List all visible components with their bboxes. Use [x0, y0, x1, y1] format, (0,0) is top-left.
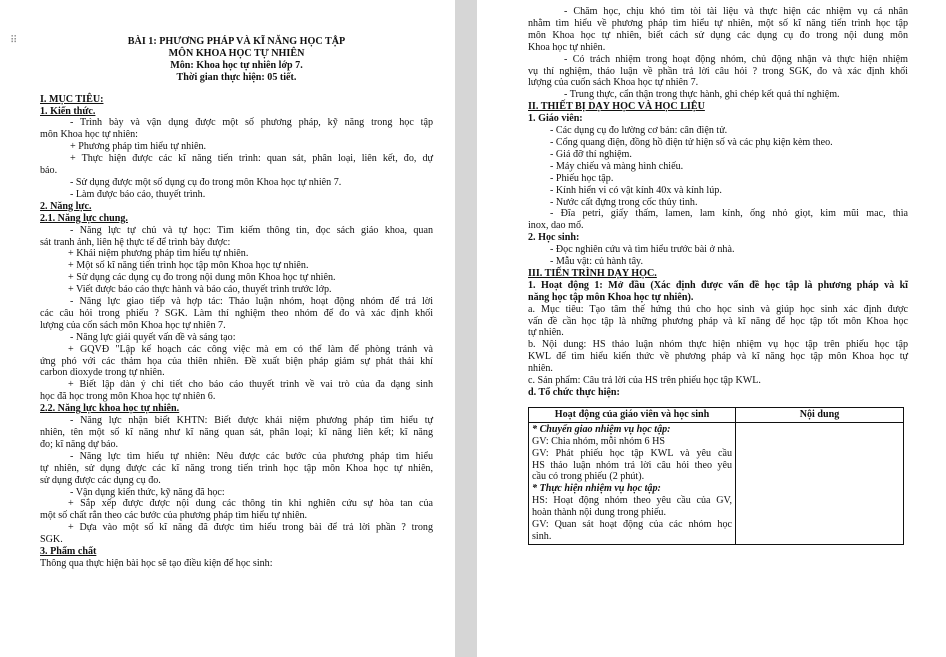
paragraph-line: tự nhiên.	[528, 327, 564, 339]
section-heading: III. TIẾN TRÌNH DẠY HỌC.	[528, 267, 657, 279]
paragraph-line: b. Nội dung: HS thảo luận nhóm thực hiện nhiệm vụ học tập trên phiếu học tập	[528, 339, 908, 351]
paragraph-line: carbon dioxyde trong tự nhiên.	[40, 367, 165, 379]
table-header-cell: Hoạt động của giáo viên và học sinh	[529, 407, 736, 422]
subsection-heading: 2. Học sinh:	[528, 232, 580, 244]
paragraph-line: - Năng lực nhận biết KHTN: Biết được khái niệm phương pháp tìm hiểu tự	[70, 415, 433, 427]
list-item: - Các dụng cụ đo lường cơ bản: cân điện tử.	[550, 125, 728, 137]
list-item: - Máy chiếu và màng hình chiếu.	[550, 160, 684, 172]
subsection-heading: 1. Giáo viên:	[528, 113, 583, 125]
paragraph-line: + Sử dụng các dụng cụ đo trong nội dung môn Khoa học tự nhiên.	[68, 272, 336, 284]
subsection-heading: 2.2. Năng lực khoa học tự nhiên.	[40, 403, 180, 415]
paragraph-line: - Năng lực giao tiếp và hợp tác: Thảo luận nhóm, hoạt động nhóm để trả lời	[70, 296, 433, 308]
paragraph-line: + Sắp xếp được được nội dung các thông tin khi nghiên cứu sự hòa tan của	[68, 498, 433, 510]
section-heading: I. MỤC TIÊU:	[40, 93, 104, 105]
subsection-heading: 2. Năng lực.	[40, 200, 92, 212]
table-line: * Thực hiện nhiệm vụ học tập:	[532, 483, 661, 495]
subsection-heading: 1. Kiến thức.	[40, 105, 96, 117]
paragraph-line: học đã học trong môn Khoa học tự nhiên 6.	[40, 391, 216, 403]
paragraph-line: + GQVĐ "Lập kế hoạch các công việc mà em có thể làm để phòng tránh và	[68, 343, 433, 355]
table-line: GV: Phát phiếu học tập KWL và yêu cầu	[532, 447, 732, 459]
paragraph-line: d. Tổ chức thực hiện:	[528, 387, 620, 398]
paragraph-line: KWL để tìm hiểu kiến thức về phương pháp và kĩ năng học tập môn Khoa học tự	[528, 351, 908, 363]
paragraph-line: a. Mục tiêu: Tạo tâm thế hứng thú cho học sinh và giúp học sinh xác định được	[528, 303, 908, 315]
table-line: hoàn thành nội dung trong phiếu.	[532, 507, 667, 519]
table-row	[529, 422, 904, 544]
table-line: * Chuyển giao nhiệm vụ học tập:	[532, 423, 671, 435]
list-item: - Giá đỡ thí nghiệm.	[550, 148, 632, 160]
activity-table	[528, 407, 904, 545]
table-line: cầu có trong phiếu (2 phút).	[532, 471, 645, 483]
table-line: HS: Hoạt động nhóm theo yêu cầu của GV,	[532, 495, 732, 507]
paragraph-line: - Trung thực, cẩn thận trong thực hành, ghi chép kết quả thí nghiệm.	[564, 89, 840, 101]
paragraph-line: - Vận dụng kiến thức, kỹ năng đã học:	[70, 486, 225, 498]
drag-handle-icon[interactable]: ⠿	[10, 35, 19, 46]
paragraph-line: một số chất rắn theo các bước của phương pháp tìm hiểu tự nhiên.	[40, 510, 308, 522]
subject-line: Môn: Khoa học tự nhiên lớp 7.	[170, 59, 303, 71]
list-item: - Kính hiển vi có vật kính 40x và kính lúp.	[550, 184, 722, 196]
paragraph-line: SGK.	[40, 534, 63, 546]
paragraph-line: đo; kĩ năng dự báo.	[40, 438, 119, 450]
table-cell-content	[736, 422, 904, 544]
paragraph-line: các câu hỏi trong phiếu ? SGK. Làm thí nghiệm theo nhóm để đo và xác định khối	[40, 307, 433, 319]
paragraph-line: + Phương pháp tìm hiểu tự nhiên.	[70, 141, 207, 153]
paragraph-line: - Chăm học, chịu khó tìm tòi tài liệu và thực hiện các nhiệm vụ cá nhân	[564, 6, 908, 17]
paragraph-line: nhằm tìm hiểu về phương pháp tìm hiểu tự nhiên, một số kĩ năng tiến trình học tập	[528, 17, 908, 29]
paragraph-line: - Có trách nhiệm trong hoạt động nhóm, chủ động nhận và thực hiện nhiệm	[564, 53, 908, 65]
paragraph-line: vấn đề cần học tập là những phương pháp và kĩ năng để học tập tốt môn Khoa học	[528, 315, 908, 327]
paragraph-line: - Năng lực tìm hiểu tự nhiên: Nêu được các bước của phương pháp tìm hiểu	[70, 450, 433, 462]
table-line: GV: Quan sát hoạt động của các nhóm học	[532, 519, 732, 531]
paragraph-line: nhiên, tên một số kĩ năng như kĩ năng quan sát, phân loại; kĩ năng liên kết; kĩ năng	[40, 427, 433, 438]
paragraph-line: lượng của cuốn sách Khoa học tự nhiên 7.	[528, 77, 699, 89]
table-line: sinh.	[532, 530, 552, 542]
list-item: - Đĩa petri, giấy thấm, lamen, lam kính, ống nhỏ giọt, kim mũi mac, thìa	[550, 208, 908, 220]
activity-heading: 1. Hoạt động 1: Mở đầu (Xác định được vấn đề học tập là phương pháp và kĩ	[528, 279, 908, 291]
list-item: - Phiếu học tập.	[550, 172, 614, 184]
paragraph-line: - Trình bày và vận dụng được một số phương pháp, kỹ năng trong học tập	[70, 117, 433, 129]
table-header-cell: Nội dung	[736, 407, 904, 422]
paragraph-line: - Sử dụng được một số dụng cụ đo trong môn Khoa học tự nhiên 7.	[70, 176, 342, 188]
paragraph-line: + Biết lập dàn ý chi tiết cho báo cáo thuyết trình về vai trò của đa dạng sinh	[68, 379, 433, 391]
paragraph-line: môn Khoa học tự nhiên:	[40, 129, 138, 141]
lesson-title: BÀI 1: PHƯƠNG PHÁP VÀ KĨ NĂNG HỌC TẬP	[127, 36, 346, 47]
table-cell-activity	[529, 422, 736, 544]
table-line: GV: Chia nhóm, mỗi nhóm 6 HS	[532, 435, 665, 447]
paragraph-line: + Khái niệm phương pháp tìm hiểu tự nhiên.	[68, 248, 249, 260]
subject-title: MÔN KHOA HỌC TỰ NHIÊN	[168, 47, 305, 59]
paragraph-line: sử dụng được các dụng cụ đo.	[40, 474, 161, 486]
paragraph-line: Khoa học tự nhiên.	[528, 41, 606, 53]
paragraph-line: + Viết được báo cáo thực hành và báo cáo, thuyết trình trước lớp.	[68, 284, 332, 296]
subsection-heading: 3. Phẩm chất	[40, 546, 97, 558]
paragraph-line: môn Khoa học tự nhiên, biết cách sử dụng các dụng cụ đo trong nội dung môn	[528, 29, 908, 41]
document-page-2	[477, 0, 946, 657]
paragraph-line: tự nhiên, sử dụng được các kĩ năng trong tiến trình học tập môn Khoa học tự nhiên,	[40, 462, 433, 474]
paragraph-line: nhiên.	[528, 363, 553, 375]
paragraph-line: + Dựa vào một số kĩ năng đã được tìm hiểu trong bài để trả lời phần ? trong	[68, 522, 433, 534]
list-item: - Nước cất đựng trong cốc thủy tinh.	[550, 196, 698, 208]
list-item: inox, dao mổ.	[528, 220, 584, 232]
table-line: HS thảo luận nhóm trả lời câu hỏi theo yêu	[532, 459, 732, 471]
paragraph-line: c. Sản phẩm: Câu trả lời của HS trên phiếu học tập KWL.	[528, 375, 761, 387]
paragraph-line: + Một số kĩ năng tiến trình học tập môn Khoa học tự nhiên.	[68, 260, 309, 272]
paragraph-line: ứng phó với các thảm họa của thiên nhiên. Đề xuất biện pháp giảm sự phát thải khí	[40, 355, 433, 367]
paragraph-line: lượng của cốn sách môn Khoa học tự nhiên 7.	[40, 319, 226, 331]
duration-line: Thời gian thực hiện: 05 tiết.	[176, 71, 297, 83]
paragraph-line: - Làm được báo cáo, thuyết trình.	[70, 188, 206, 200]
table-header-row	[529, 407, 904, 422]
document-page-1	[0, 0, 455, 657]
list-item: - Đọc nghiên cứu và tìm hiểu trước bài ở nhà.	[550, 244, 735, 256]
paragraph-line: vụ thí nghiệm, thảo luận về phần trả lời câu hỏi ? trong SGK, đo và xác định khối	[528, 65, 908, 77]
paragraph-line: - Năng lực giải quyết vấn đề và sáng tạo:	[70, 331, 236, 343]
paragraph-line: báo.	[40, 165, 58, 177]
paragraph-line: + Thực hiện được các kĩ năng tiến trình: quan sát, phân loại, liên kết, đo, dự	[70, 153, 433, 165]
section-heading: II. THIẾT BỊ DẠY HỌC VÀ HỌC LIỆU	[528, 101, 705, 113]
paragraph-line: sát tranh ảnh, liên hệ thực tế để trình bày được:	[40, 236, 231, 248]
subsection-heading: 2.1. Năng lực chung.	[40, 212, 128, 224]
activity-heading: năng học tập môn Khoa học tự nhiên).	[528, 291, 694, 303]
paragraph-line: - Năng lực tự chủ và tự học: Tìm kiếm thông tin, đọc sách giáo khoa, quan	[70, 224, 433, 236]
list-item: - Cổng quang điện, đồng hồ điện tử hiện số và các phụ kiện kèm theo.	[550, 136, 833, 148]
list-item: - Mẫu vật: củ hành tây.	[550, 256, 643, 268]
paragraph-line: Thông qua thực hiện bài học sẽ tạo điều kiện để học sinh:	[40, 557, 273, 569]
